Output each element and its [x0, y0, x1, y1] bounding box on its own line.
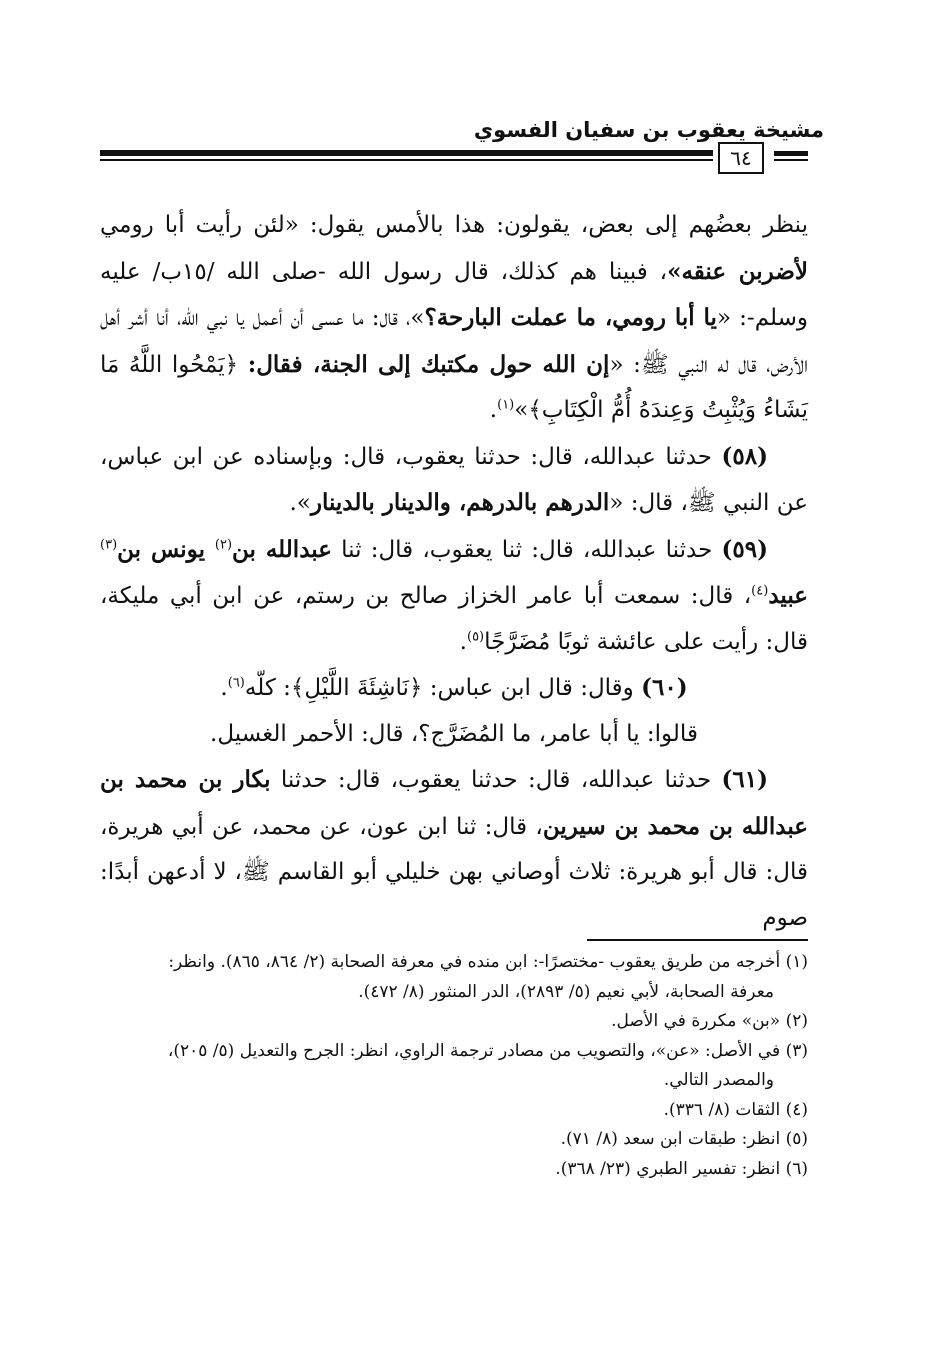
footnote-2: (٢) «بن» مكررة في الأصل.	[611, 1011, 808, 1031]
hadith-60: (٦٠) وقال: قال ابن عباس: ﴿نَاشِئَةَ اللَّيْلِ﴾: كلّه$^{(٦)}$.	[220, 674, 688, 701]
quran-verse: ﴿يَمْحُوا اللَّهُ مَا يَشَاءُ وَيُثْبِتُ وَعِندَهُ أُمُّ الْكِتَابِ﴾	[100, 351, 808, 423]
header-rule-thin	[100, 159, 713, 161]
footnote-separator	[587, 939, 808, 941]
footnote-5: (٥) انظر: طبقات ابن سعد (٨/ ٧١).	[560, 1129, 808, 1149]
footnotes	[100, 948, 808, 1184]
hadith-58: (٥٨) حدثنا عبدالله، قال: حدثنا يعقوب، قال: وبإسناده عن ابن عباس، عن النبي ﷺ، قال: «الدرهم بالدرهم، والدينار بالدينار».	[100, 442, 808, 516]
hadith-number: (٦١)	[721, 766, 768, 793]
footnote-6: (٦) انظر: تفسير الطبري (٢٣/ ٣٦٨).	[555, 1158, 808, 1179]
hadith-60-continuation: قالوا: يا أبا عامر، ما المُضَرَّج؟، قال: الأحمر الغسيل.	[210, 720, 698, 747]
hadith-number: (٦٠)	[641, 674, 688, 701]
hadith-59: (٥٩) حدثنا عبدالله، قال: ثنا يعقوب، قال: ثنا عبدالله بن$^{(٢)}$ يونس بن$^{(٣)}$ عبيد$^{(٤)}$، قال: سمعت أبا عامر الخزاز صالح بن رستم، عن ابن أبي مليكة، قال: رأيت على عائشة ثوبًا مُضَرَّجًا$^{(٥)}$.	[100, 535, 808, 655]
page-number: ٦٤	[718, 142, 764, 174]
hadith-number: (٥٩)	[721, 535, 768, 563]
footnote-4: (٤) الثقات (٨/ ٣٣٦).	[663, 1099, 808, 1120]
footnote-ref-4: (٤)	[751, 583, 769, 599]
running-title: مشيخة يعقوب بن سفيان الفسوي	[473, 118, 824, 142]
footnote-3: (٣) في الأصل: «عن»، والتصويب من مصادر ترجمة الراوي، انظر: الجرح والتعديل (٥/ ٢٠٥)،	[167, 1040, 808, 1061]
footnote-ref-1: (١)	[497, 397, 515, 413]
footnote-ref-5: (٥)	[466, 628, 485, 644]
hadith-number: (٥٨)	[721, 442, 768, 470]
paragraph-continuation: ينظر بعضُهم إلى بعض، يقولون: هذا بالأمس يقول: «لئن رأيت أبا رومي لأضربن عنقه»، فبينا هم كذلك، قال رسول الله -صلى الله /١٥ب/ عليه وسلم-: «يا أبا رومي، ما عملت البارحة؟»، قال: ما عسى أن أعمل يا نبي الله، أنا أشر أهل الأرض، قال له النبي ﷺ: «إن الله حول مكتبك إلى الجنة، فقال: ﴿يَمْحُوا اللَّهُ مَا يَشَاءُ وَيُثْبِتُ وَعِندَهُ أُمُّ الْكِتَابِ﴾»$^{(١)}$.	[100, 212, 809, 423]
footnote-ref-6: (٦)	[227, 675, 245, 691]
quran-verse: ﴿نَاشِئَةَ اللَّيْلِ﴾	[290, 675, 423, 701]
footnote-3-continuation: والمصدر التالي.	[663, 1070, 774, 1090]
footnote-ref-3: (٣)	[100, 536, 118, 552]
header-rule-thick	[100, 150, 713, 156]
hadith-61: (٦١) حدثنا عبدالله، قال: حدثنا يعقوب، قال: حدثنا بكار بن محمد بن عبدالله بن محمد بن سيرين، قال: ثنا ابن عون، عن محمد، عن أبي هريرة، قال: قال أبو هريرة: ثلاث أوصاني بهن خليلي أبو القاسم ﷺ، لا أدعهن أبدًا: صوم	[100, 766, 809, 931]
footnote-ref-2: (٢)	[214, 536, 233, 552]
footnote-1: (١) أخرجه من طريق يعقوب -مختصرًا-: ابن منده في معرفة الصحابة (٢/ ٨٦٤، ٨٦٥). وانظر:	[168, 952, 808, 972]
page-number-ornament-thin	[774, 159, 808, 161]
page-number-ornament	[774, 151, 808, 156]
main-text	[100, 203, 808, 941]
footnote-1-continuation: معرفة الصحابة، لأبي نعيم (٥/ ٢٨٩٣)، الدر المنثور (٨/ ٤٧٢).	[358, 981, 774, 1002]
